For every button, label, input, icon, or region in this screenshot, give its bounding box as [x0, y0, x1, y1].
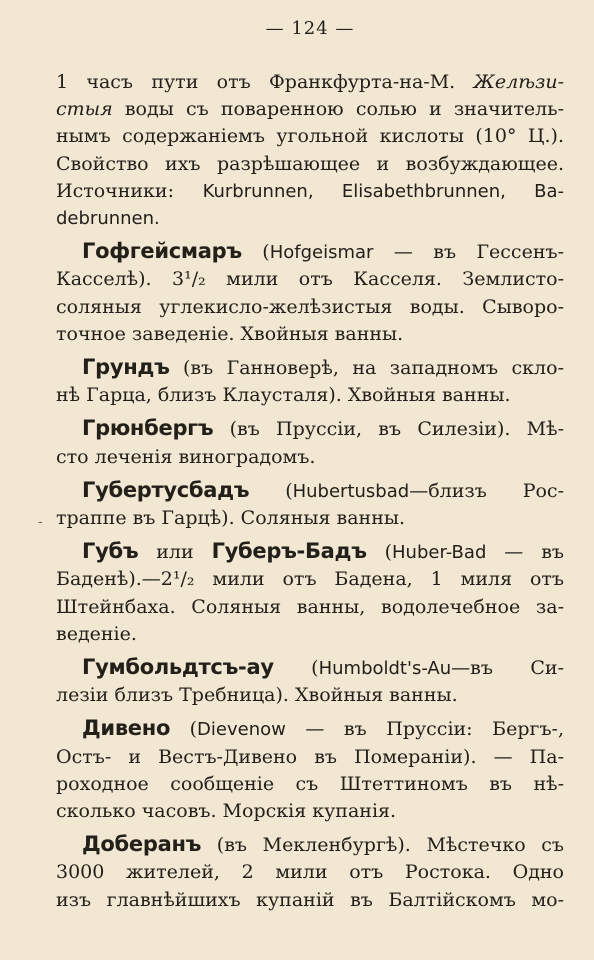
text-line: траппе въ Гарцѣ). Соляныя ванны.: [56, 507, 406, 530]
text-span: (: [249, 479, 293, 502]
text-span: 1 часъ пути отъ Франкфурта-на-М.: [56, 71, 474, 93]
latin-text: Humboldt's-Au: [318, 658, 452, 680]
entry-term: Грюнбергъ: [82, 416, 214, 441]
entry-term: Доберанъ: [82, 832, 202, 857]
latin-text: Hubertusbad: [292, 480, 410, 502]
text-span: Источники:: [56, 179, 203, 202]
entry-grund: [56, 354, 564, 409]
text-line: нымъ содержаніемъ угольной кислоты (10° Ц.).: [56, 125, 564, 148]
entry-hubertusbad: [56, 477, 564, 532]
text-line: соляныя углекисло-желѣзистыя воды. Сыворо-: [56, 295, 564, 318]
text-span: (: [366, 541, 393, 564]
text-line: лезіи близъ Требница). Хвойныя ванны.: [56, 684, 458, 707]
entry-doberan: [56, 831, 564, 914]
text-span: —близъ Рос-: [409, 479, 564, 502]
entry-dievenow: [56, 715, 564, 825]
text-line: роходное сообщеніе съ Штеттиномъ въ нѣ-: [56, 772, 564, 795]
text-line: Свойство ихъ разрѣшающее и возбуждающее.: [56, 152, 564, 175]
entry-heading-line: [56, 238, 564, 266]
text-span: или: [138, 541, 212, 564]
latin-text: debrunnen.: [56, 208, 160, 230]
text-line: Баденѣ).—2¹/₂ мили отъ Бадена, 1 миля отъ: [56, 568, 564, 591]
text-span: воды съ поваренною солью и значитель-: [112, 98, 564, 121]
latin-text: Huber-Bad: [392, 542, 487, 564]
text-span: (въ Ганноверѣ, на западномъ скло-: [169, 357, 564, 380]
text-line: Касселѣ). 3¹/₂ мили отъ Касселя. Землисто-: [56, 268, 564, 291]
entry-term: Дивено: [82, 716, 171, 741]
text-line: [56, 96, 564, 123]
text-line: 3000 жителей, 2 мили отъ Ростока. Одно: [56, 861, 564, 884]
text-line: веденіе.: [56, 622, 137, 645]
entry-hub: [56, 538, 564, 648]
text-line: [56, 178, 564, 205]
emphasis-text: Желѣзи-: [473, 71, 564, 93]
entry-heading-line: [56, 831, 564, 859]
entry-term: Губъ: [82, 539, 139, 564]
intro-paragraph: [56, 69, 564, 232]
entry-term: Грундъ: [82, 355, 170, 380]
entry-term: Гофгейсмаръ: [82, 239, 242, 264]
entry-heading-line: [56, 715, 564, 743]
text-span: (: [241, 241, 270, 264]
entry-heading-line: [56, 654, 564, 682]
entry-heading-line: [56, 415, 564, 443]
text-line: Остъ- и Вестъ-Дивено въ Помераніи). — Па-: [56, 745, 564, 768]
text-span: — въ Гессенъ-: [373, 241, 564, 264]
text-span: (въ Мекленбургѣ). Мѣстечко съ: [201, 834, 564, 857]
margin-mark: -: [38, 514, 43, 530]
text-span: — въ: [486, 541, 564, 564]
text-line: сколько часовъ. Морскія купанія.: [56, 800, 397, 823]
entry-humboldtsau: [56, 654, 564, 709]
page-number: — 124 —: [265, 18, 355, 39]
latin-text: Dievenow: [197, 719, 286, 741]
latin-text: Kurbrunnen, Elisabethbrunnen, Ba-: [202, 180, 564, 202]
emphasis-text: стыя: [56, 98, 113, 121]
entry-term: Гумбольдтсъ-ау: [82, 655, 274, 680]
text-span: (въ Пруссіи, въ Силезіи). Мѣ-: [213, 418, 564, 441]
text-span: (: [273, 657, 319, 680]
text-line: сто леченія виноградомъ.: [56, 445, 316, 468]
entry-hofgeismar: [56, 238, 564, 348]
text-span: (: [170, 718, 198, 741]
latin-text: Hofgeismar: [269, 242, 374, 264]
text-line: изъ главнѣйшихъ купаній въ Балтійскомъ мо-: [56, 888, 564, 911]
text-span: —въ Си-: [451, 657, 564, 680]
entry-heading-line: [56, 477, 564, 505]
entry-term: Губеръ-Бадъ: [211, 539, 367, 564]
text-span: — въ Пруссіи: Бергъ-,: [285, 718, 564, 741]
text-line: [56, 205, 564, 232]
text-line: нѣ Гарца, близъ Клаусталя). Хвойныя ванны.: [56, 384, 511, 407]
entry-heading-line: [56, 354, 564, 382]
text-line: Штейнбаха. Соляныя ванны, водолечебное за-: [56, 595, 564, 618]
entry-grunberg: [56, 415, 564, 470]
text-line: [56, 69, 564, 96]
entry-heading-line: [56, 538, 564, 566]
text-line: точное заведеніе. Хвойныя ванны.: [56, 322, 404, 345]
entry-term: Губертусбадъ: [82, 477, 250, 502]
